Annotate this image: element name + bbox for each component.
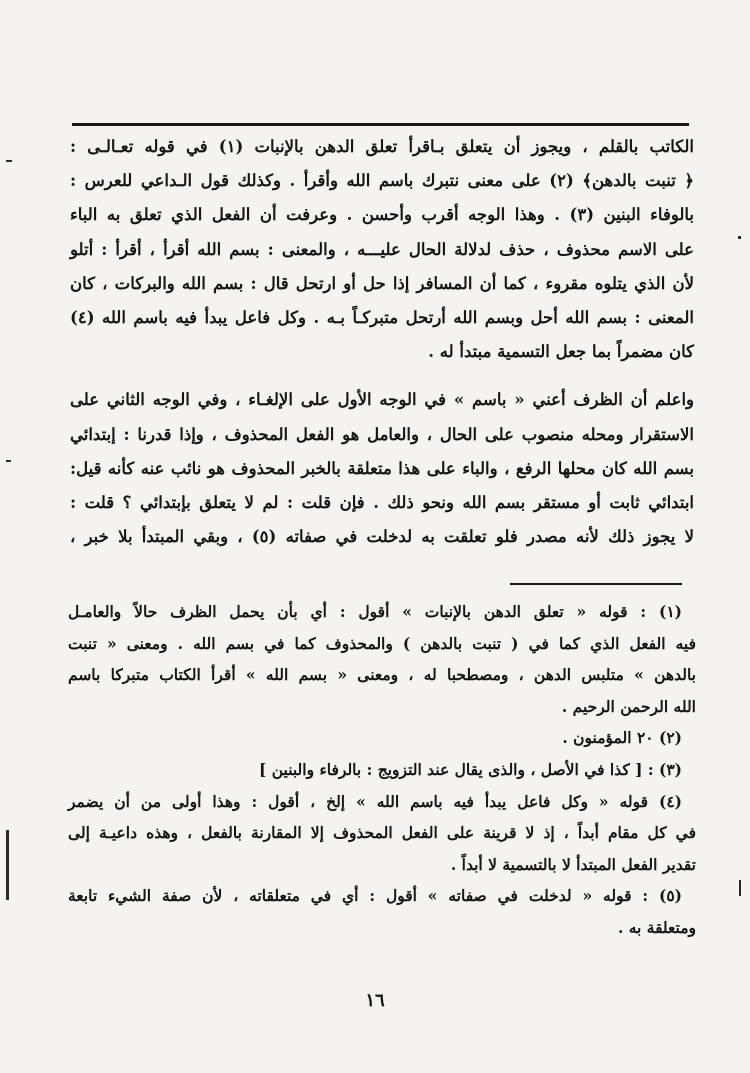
scan-mark xyxy=(6,160,12,162)
scan-mark xyxy=(6,830,9,900)
text-line: الكاتب بالقلم ، ويجوز أن يتعلق بـاقرأ تعلق الدهن بالإنبات (١) في قوله تعـالـى : xyxy=(70,137,695,156)
text-line: بالوفاء البنين (٣) . وهذا الوجه أقرب وأحسن . وعرفت أن الفعل الذي تعلق به الباء xyxy=(70,205,695,225)
header-rule xyxy=(72,123,689,126)
text-line: واعلم أن الظرف أعني « باسم » في الوجه الأول على الإلغـاء ، وفي الوجه الثاني على xyxy=(70,390,694,410)
scan-mark xyxy=(739,880,741,896)
footnote-line: (٢) ٢٠ المؤمنون . xyxy=(562,728,682,748)
footnotes xyxy=(68,596,696,944)
footnote-line: (٤) قوله « وكل فاعل يبدأ فيه باسم الله » إلخ ، أقول : وهذا أولى من أن يضمر xyxy=(68,791,682,811)
text-line: ابتدائي ثابت أو مستقر بسم الله ونحو ذلك . فإن قلت : لم لا يتعلق بإبتدائي ؟ قلت : xyxy=(70,492,694,512)
footnote-line: تقدير الفعل المبتدأ لا بالتسمية لا أبداً . xyxy=(450,854,696,874)
footnote-line: فيه الفعل الذي كما في ( تنبت بالدهن ) والمحذوف كما في بسم الله . ومعنى « تنبت xyxy=(68,633,696,653)
text-line: على الاسم محذوف ، حذف لدلالة الحال عليـــه ، والمعنى : بسم الله أقرأ ، أقرأ : أتلو xyxy=(70,239,694,259)
text-line: الاستقرار ومحله منصوب على الحال ، والعامل هو الفعل المحذوف ، وإذا قدرنا : إبتدائي xyxy=(70,424,694,444)
main-text xyxy=(70,130,694,554)
text-line: لأن الذي يتلوه مقروء ، كما أن المسافر إذا حل أو ارتحل قال : بسم الله والبركات ، كان xyxy=(70,273,694,293)
paragraph-gap xyxy=(70,369,694,383)
footnote-line: (٣) : [ كذا في الأصل ، والذى يقال عند التزويج : بالرفاء والبنين ] xyxy=(259,759,682,779)
scan-mark xyxy=(6,460,11,462)
text-line: كان مضمراً بما جعل التسمية مبتدأ له . xyxy=(428,342,694,362)
footnote-line: الله الرحمن الرحيم . xyxy=(561,696,696,716)
text-line: بسم الله كان محلها الرفع ، والباء على هذا متعلقة بالخبر المحذوف هو نائب عنه كأنه قيل: xyxy=(70,458,694,478)
footnote-line: بالدهن » متلبس الدهن ، ومصطحبا له ، ومعنى « بسم الله » أقرأ الكتاب متبركا باسم xyxy=(68,665,696,685)
footnote-separator xyxy=(510,583,682,585)
footnote-line: ومتعلقة به . xyxy=(617,917,696,937)
footnote-line: (١) : قوله « تعلق الدهن بالإنبات » أقول : أي بأن يحمل الظرف حالاً والعامـل xyxy=(68,602,682,621)
footnote-line: (٥) : قوله « لدخلت في صفاته » أقول : أي في متعلقاته ، لأن صفة الشيء تابعة xyxy=(68,886,682,906)
scan-mark xyxy=(738,236,741,239)
text-line: ﴿ تنبت بالدهن﴾ (٢) على معنى نتبرك باسم الله وأقرأ . وكذلك قول الـداعي للعرس : xyxy=(70,171,694,191)
text-line: لا يجوز ذلك لأنه مصدر فلو تعلقت به لدخلت في صفاته (٥) ، وبقي المبتدأ بلا خبر ، xyxy=(70,527,694,547)
footnote-line: في كل مقام أبداً ، إذ لا قرينة على الفعل المحذوف إلا المقارنة بالفعل ، وهذه داعيـة إلى xyxy=(68,823,696,843)
page-number: ١٦ xyxy=(365,990,385,1011)
text-line: المعنى : بسم الله أحل وبسم الله أرتحل متبركـاً بـه . وكل فاعل يبدأ فيه باسم الله (٤) xyxy=(70,307,694,327)
